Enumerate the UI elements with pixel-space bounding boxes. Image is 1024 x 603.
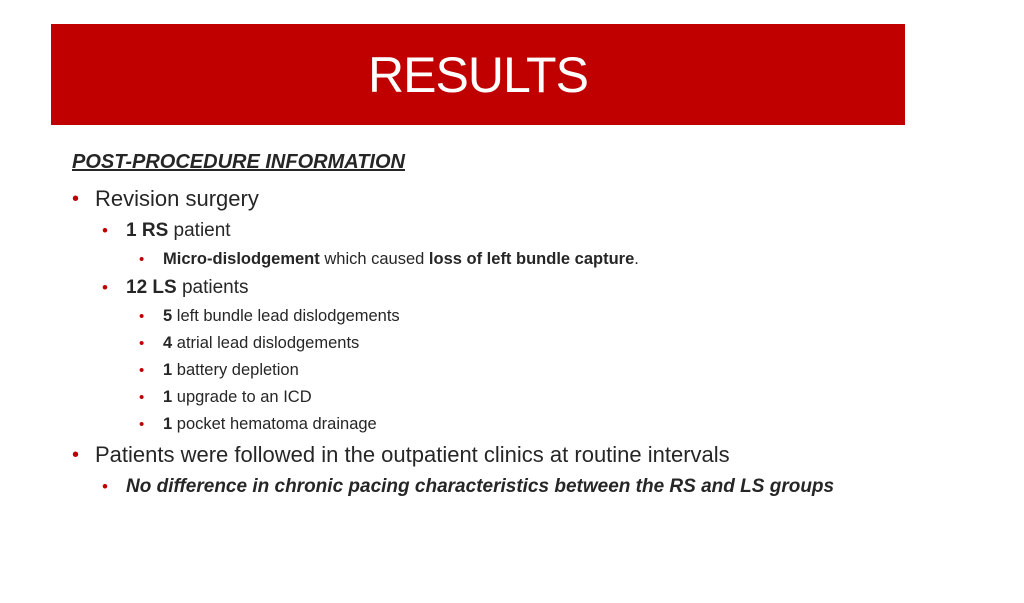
ls-count: 12 LS bbox=[126, 277, 177, 298]
list-item bbox=[139, 303, 972, 330]
list-item bbox=[139, 411, 972, 438]
bullet-dot-icon: • bbox=[102, 278, 108, 297]
bullet-ls-patients bbox=[102, 273, 972, 303]
bullet-text: Revision surgery bbox=[95, 186, 259, 211]
ls-item-count: 1 bbox=[163, 361, 173, 379]
ls-item-count: 1 bbox=[163, 388, 173, 406]
bullet-dot-icon: • bbox=[139, 251, 145, 268]
bullet-dot-icon: • bbox=[139, 362, 145, 379]
bullet-followup bbox=[72, 438, 972, 472]
section-heading: POST-PROCEDURE INFORMATION bbox=[72, 151, 405, 173]
bullet-dot-icon: • bbox=[139, 308, 145, 325]
bullet-no-difference bbox=[102, 472, 972, 502]
rs-text: patient bbox=[168, 220, 231, 241]
title-banner bbox=[51, 24, 905, 125]
rs-count: 1 RS bbox=[126, 220, 169, 241]
slide-body bbox=[72, 148, 972, 502]
ls-item-count: 1 bbox=[163, 415, 173, 433]
bullet-dot-icon: • bbox=[72, 187, 80, 210]
ls-text: patients bbox=[176, 277, 249, 298]
bullet-dot-icon: • bbox=[102, 221, 108, 240]
bullet-rs-detail bbox=[139, 246, 972, 273]
rs-detail-b: which caused bbox=[319, 250, 429, 268]
rs-detail-a: Micro-dislodgement bbox=[163, 250, 320, 268]
ls-item-count: 5 bbox=[163, 307, 173, 325]
ls-item-text: left bundle lead dislodgements bbox=[172, 307, 400, 325]
ls-item-text: upgrade to an ICD bbox=[172, 388, 312, 406]
bullet-dot-icon: • bbox=[139, 335, 145, 352]
ls-item-text: atrial lead dislodgements bbox=[172, 334, 360, 352]
slide-title: RESULTS bbox=[368, 46, 588, 103]
bullet-dot-icon: • bbox=[72, 443, 80, 466]
bullet-dot-icon: • bbox=[102, 477, 108, 496]
bullet-rs-patient bbox=[102, 216, 972, 246]
bullet-text: No difference in chronic pacing characteristics between the RS and LS groups bbox=[126, 476, 835, 497]
ls-item-text: pocket hematoma drainage bbox=[172, 415, 377, 433]
ls-item-text: battery depletion bbox=[172, 361, 299, 379]
rs-detail-c: loss of left bundle capture bbox=[428, 250, 635, 268]
ls-item-count: 4 bbox=[163, 334, 173, 352]
rs-detail-d: . bbox=[634, 250, 639, 268]
list-item bbox=[139, 384, 972, 411]
bullet-dot-icon: • bbox=[139, 416, 145, 433]
bullet-text: Patients were followed in the outpatient clinics at routine intervals bbox=[95, 442, 730, 467]
bullet-revision-surgery bbox=[72, 182, 972, 216]
bullet-dot-icon: • bbox=[139, 389, 145, 406]
list-item bbox=[139, 330, 972, 357]
list-item bbox=[139, 357, 972, 384]
